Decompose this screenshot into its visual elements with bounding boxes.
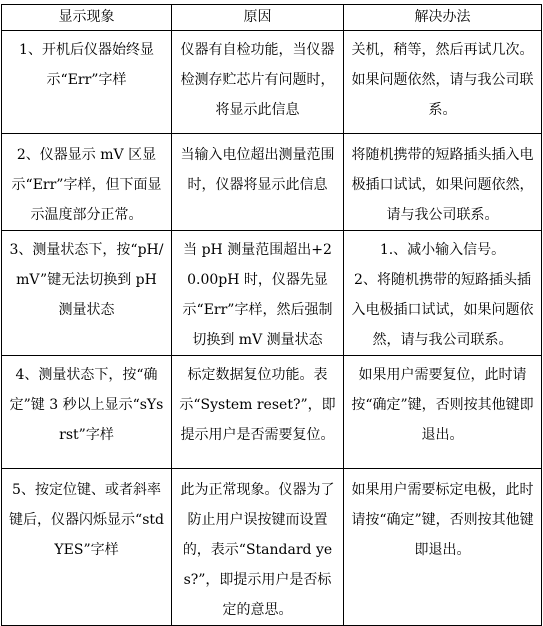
- table-row: [2, 231, 542, 356]
- cause-cell: 仪器有自检功能，当仪器检测存贮芯片有问题时，将显示此信息: [172, 31, 344, 134]
- solution-line: 2、将随机携带的短路插头插入电极插口试试，如果问题依然，请与我公司联系。: [351, 272, 534, 348]
- header-cause: 原因: [172, 5, 344, 31]
- table-row: [2, 31, 542, 134]
- table-row: [2, 469, 542, 626]
- cause-cell: 当输入电位超出测量范围时，仪器将显示此信息: [172, 134, 344, 231]
- solution-cell: 如果用户需要复位，此时请按“确定”键，否则按其他键即退出。: [344, 356, 542, 469]
- header-row: [2, 5, 542, 31]
- phenomenon-cell: 5、按定位键、或者斜率键后，仪器闪烁显示“std YES”字样: [2, 469, 172, 626]
- solution-cell: 关机，稍等，然后再试几次。如果问题依然，请与我公司联系。: [344, 31, 542, 134]
- phenomenon-cell: 4、测量状态下，按“确定”键 3 秒以上显示“sYs rst”字样: [2, 356, 172, 469]
- phenomenon-cell: 2、仪器显示 mV 区显示“Err”字样，但下面显示温度部分正常。: [2, 134, 172, 231]
- phenomenon-cell: 1、开机后仪器始终显示“Err”字样: [2, 31, 172, 134]
- cause-cell: 标定数据复位功能。表示“System reset?”，即提示用户是否需要复位。: [172, 356, 344, 469]
- solution-cell: 将随机携带的短路插头插入电极插口试试，如果问题依然，请与我公司联系。: [344, 134, 542, 231]
- solution-cell: [344, 231, 542, 356]
- troubleshooting-table: [1, 4, 542, 626]
- table-row: [2, 356, 542, 469]
- table-row: [2, 134, 542, 231]
- solution-cell: 如果用户需要标定电极，此时请按“确定”键，否则按其他键即退出。: [344, 469, 542, 626]
- phenomenon-cell: 3、测量状态下，按“pH/mV”键无法切换到 pH 测量状态: [2, 231, 172, 356]
- header-phenomenon: 显示现象: [2, 5, 172, 31]
- header-solution: 解决办法: [344, 5, 542, 31]
- solution-line: 1.、减小输入信号。: [379, 242, 506, 258]
- cause-cell: 当 pH 测量范围超出+20.00pH 时，仪器先显示“Err”字样，然后强制切换到 mV 测量状态: [172, 231, 344, 356]
- cause-cell: 此为正常现象。仪器为了防止用户误按键而设置的，表示“Standard yes?”，即提示用户是否标定的意思。: [172, 469, 344, 626]
